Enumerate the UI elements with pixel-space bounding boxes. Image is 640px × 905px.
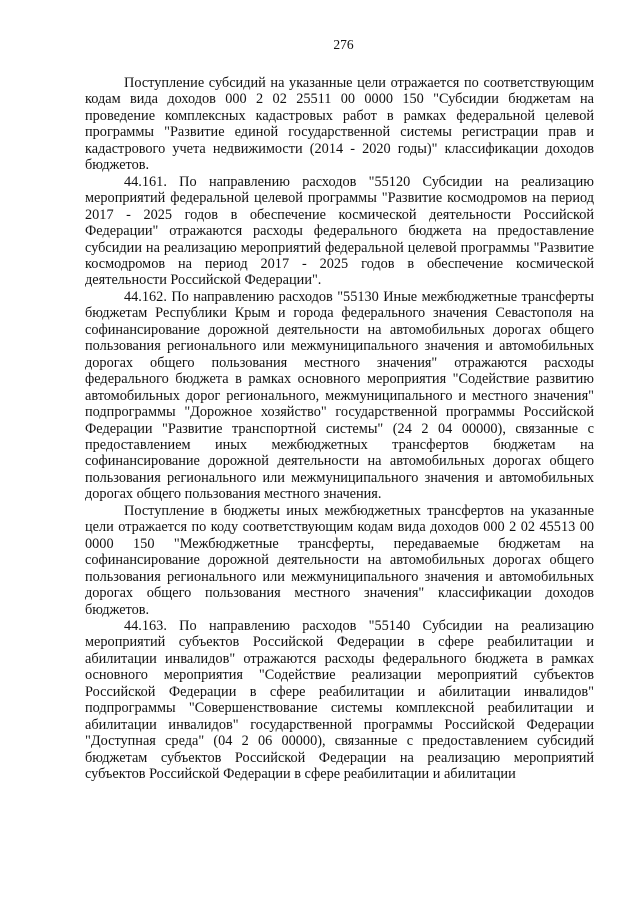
- paragraph-transfer-income: Поступление в бюджеты иных межбюджетных трансфертов на указанные цели отражается по коду соответствующим кодам вида доходов 000 2 02 45513 00 0000 150 "Межбюджетные трансферты, передаваемые бюджетам на софинансирование дорожной деятельности на автомобильных дорогах общего пользования регионального или межмуниципального значения и автомобильных дорогах общего пользования местного значения" классификации доходов бюджетов.: [85, 502, 594, 618]
- page-number: 276: [333, 37, 354, 52]
- paragraph-44-161: 44.161. По направлению расходов "55120 Субсидии на реализацию мероприятий федеральной целевой программы "Развитие космодромов на период 2017 - 2025 годов в обеспечение космической деятельности Российской Федерации" отражаются расходы федерального бюджета на предоставление субсидии на реализацию мероприятий федеральной целевой программы "Развитие космодромов на период 2017 - 2025 годов в обеспечение космической деятельности Российской Федерации".: [85, 173, 594, 289]
- paragraph-44-163: 44.163. По направлению расходов "55140 Субсидии на реализацию мероприятий субъектов Российской Федерации в сфере реабилитации и абилитации инвалидов" отражаются расходы федерального бюджета в рамках основного мероприятия "Содействие реализации мероприятий субъектов Российской Федерации в сфере реабилитации и абилитации инвалидов" подпрограммы "Совершенствование системы комплексной реабилитации и абилитации инвалидов" государственной программы Российской Федерации "Доступная среда" (04 2 06 00000), связанные с предоставлением субсидий бюджетам субъектов Российской Федерации на реализацию мероприятий субъектов Российской Федерации в сфере реабилитации и абилитации: [85, 617, 594, 783]
- paragraph-subsidy-income: Поступление субсидий на указанные цели отражается по соответствующим кодам вида доходов 000 2 02 25511 00 0000 150 "Субсидии бюджетам на проведение комплексных кадастровых работ в рамках федеральной целевой программы "Развитие единой государственной системы регистрации прав и кадастрового учета недвижимости (2014 - 2020 годы)" классификации доходов бюджетов.: [85, 75, 594, 174]
- paragraph-44-162: 44.162. По направлению расходов "55130 Иные межбюджетные трансферты бюджетам Республики Крым и города федерального значения Севастополя на софинансирование дорожной деятельности на автомобильных дорогах общего пользования регионального или межмуниципального значения и автомобильных дорогах общего пользования местного значения" отражаются расходы федерального бюджета в рамках основного мероприятия "Содействие развитию автомобильных дорог регионального, межмуниципального и местного значения" подпрограммы "Дорожное хозяйство" государственной программы Российской Федерации "Развитие транспортной системы" (24 2 04 00000), связанные с предоставлением иных межбюджетных трансфертов бюджетам на софинансирование дорожной деятельности на автомобильных дорогах общего пользования регионального или межмуниципального значения и автомобильных дорогах общего пользования местного значения.: [85, 288, 594, 503]
